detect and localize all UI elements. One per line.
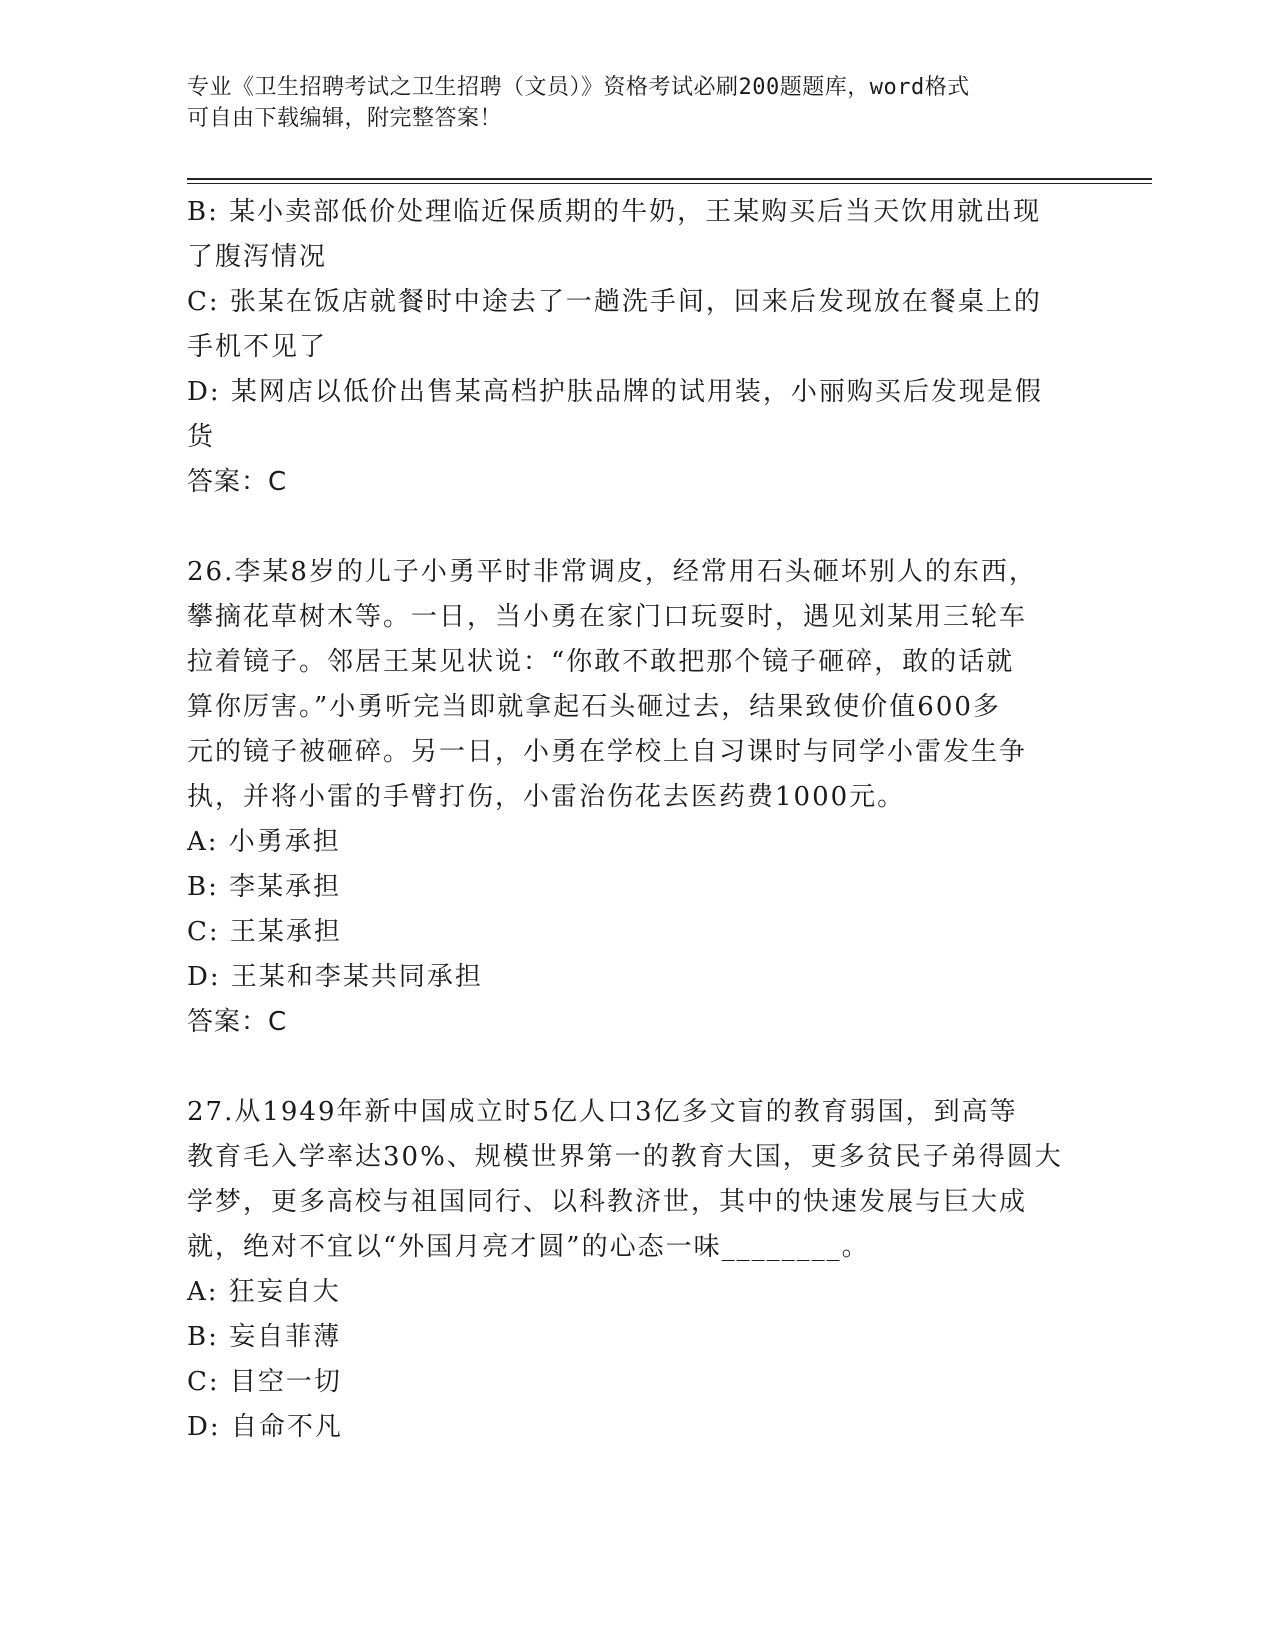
q27-stem-line: 学梦，更多高校与祖国同行、以科教济世，其中的快速发展与巨大成 — [187, 1187, 1028, 1217]
q25-option-b-line-2: 了腹泻情况 — [187, 242, 328, 272]
header-title-line-1: 专业《卫生招聘考试之卫生招聘（文员）》资格考试必刷200题题库，word格式 — [187, 75, 970, 100]
q25-answer: 答案：C — [187, 467, 288, 497]
q26-stem-line: 算你厉害。”小勇听完当即就拿起石头砸过去，结果致使价值600多 — [187, 692, 1001, 722]
spacer — [187, 505, 1087, 550]
header-divider-thin — [187, 183, 1152, 184]
q27-stem-line: 27.从1949年新中国成立时5亿人口3亿多文盲的教育弱国，到高等 — [187, 1097, 1018, 1127]
q27-stem-line: 就，绝对不宜以“外国月亮才圆”的心态一味________。 — [187, 1232, 870, 1262]
q26-option-c: C: 王某承担 — [187, 917, 342, 947]
q25-option-d-line-1: D: 某网店以低价出售某高档护肤品牌的试用装，小丽购买后发现是假 — [187, 377, 1043, 407]
question-content — [187, 190, 1087, 1450]
document-header — [187, 72, 1087, 134]
q25-option-c-line-1: C: 张某在饭店就餐时中途去了一趟洗手间，回来后发现放在餐桌上的 — [187, 287, 1042, 317]
header-title-line-2: 可自由下载编辑，附完整答案！ — [187, 106, 503, 131]
q26-stem-line: 元的镜子被砸碎。另一日，小勇在学校上自习课时与同学小雷发生争 — [187, 737, 1028, 767]
q26-stem-line: 拉着镜子。邻居王某见状说：“你敢不敢把那个镜子砸碎，敢的话就 — [187, 647, 1015, 677]
header-divider-thick — [187, 178, 1152, 180]
q26-stem-line: 执，并将小雷的手臂打伤，小雷治伤花去医药费1000元。 — [187, 782, 906, 812]
q25-option-c-line-2: 手机不见了 — [187, 332, 328, 362]
spacer — [187, 1045, 1087, 1090]
q26-option-b: B: 李某承担 — [187, 872, 342, 902]
q25-option-b-line-1: B: 某小卖部低价处理临近保质期的牛奶，王某购买后当天饮用就出现 — [187, 197, 1042, 227]
question-26-block — [187, 550, 1087, 1045]
question-27-block — [187, 1090, 1087, 1450]
question-25-block — [187, 190, 1087, 505]
q27-option-d: D: 自命不凡 — [187, 1412, 343, 1442]
q26-option-d: D: 王某和李某共同承担 — [187, 962, 483, 992]
q26-option-a: A: 小勇承担 — [187, 827, 341, 857]
q27-option-b: B: 妄自菲薄 — [187, 1322, 342, 1352]
q27-option-a: A: 狂妄自大 — [187, 1277, 341, 1307]
q25-option-d-line-2: 货 — [187, 422, 216, 452]
q26-stem-line: 攀摘花草树木等。一日，当小勇在家门口玩耍时，遇见刘某用三轮车 — [187, 602, 1028, 632]
q26-stem-line: 26.李某8岁的儿子小勇平时非常调皮，经常用石头砸坏别人的东西， — [187, 557, 1037, 587]
q27-stem-line: 教育毛入学率达30%、规模世界第一的教育大国，更多贫民子弟得圆大 — [187, 1142, 1063, 1172]
q26-answer: 答案：C — [187, 1007, 288, 1037]
q27-option-c: C: 目空一切 — [187, 1367, 342, 1397]
